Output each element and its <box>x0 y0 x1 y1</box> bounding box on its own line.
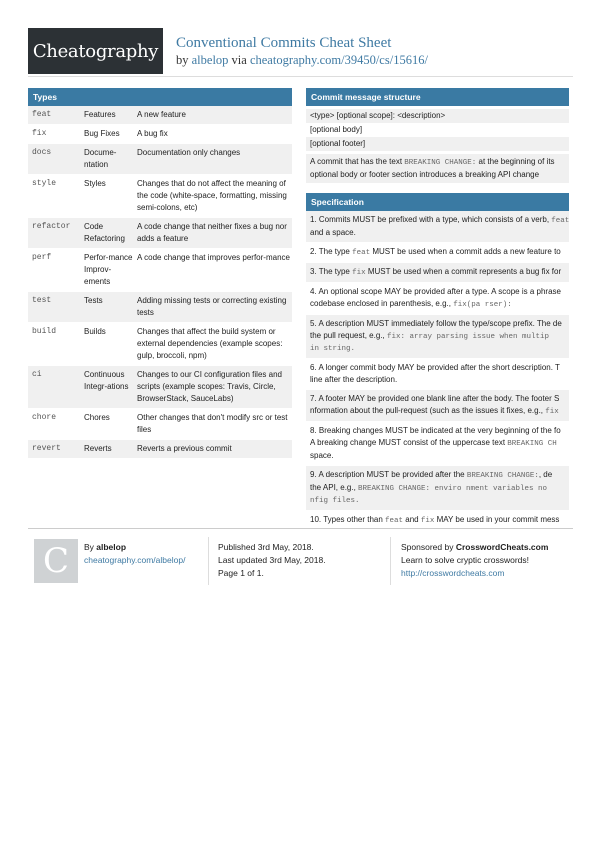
type-code: style <box>32 179 57 188</box>
type-code: feat <box>32 110 52 119</box>
spec-item-2 <box>306 243 569 263</box>
type-description: Documentation only changes <box>137 148 241 157</box>
spec-text: 4. An optional scope MAY be provided after a type. A scope is a phrase <box>310 287 561 296</box>
type-row-chore <box>28 409 292 440</box>
spec-text: MUST be used when a commit adds a new feature to <box>370 247 561 256</box>
spec-item-6 <box>306 359 569 390</box>
page-number: Page 1 of 1. <box>218 568 264 578</box>
type-code: perf <box>32 253 52 262</box>
note-code: BREAKING CHANGE: <box>404 159 477 167</box>
type-row-refactor <box>28 218 292 249</box>
type-description: Changes that affect the build system or external dependencies (example scopes: gulp, broccoli, npm) <box>137 327 283 360</box>
byline <box>176 53 428 68</box>
spec-text: 10. Types other than <box>310 515 386 524</box>
breaking-change-note <box>306 154 569 183</box>
type-description: Reverts a previous commit <box>137 444 232 453</box>
type-code: test <box>32 296 52 305</box>
type-code: ci <box>32 370 42 379</box>
spec-text: 7. A footer MAY be provided one blank line after the body. The footer S <box>310 394 560 403</box>
spec-code: BREAKING CHANGE: <box>466 472 539 480</box>
specification-heading: Specification <box>306 193 569 211</box>
type-description: Changes to our CI configuration files and scripts (example scopes: Travis, Circle, BrowserStack, SauceLabs) <box>137 370 282 403</box>
types-table <box>28 106 292 459</box>
commit-structure-heading: Commit message structure <box>306 88 569 106</box>
type-row-style <box>28 175 292 218</box>
type-code: refactor <box>32 222 71 231</box>
footer-author-block <box>84 541 185 567</box>
page-title: Conventional Commits Cheat Sheet <box>176 35 392 51</box>
sheet-url-link[interactable]: cheatography.com/39450/cs/15616/ <box>249 53 428 67</box>
type-code: revert <box>32 444 61 453</box>
by-prefix: by <box>176 53 192 67</box>
sponsor-link[interactable]: http://crosswordcheats.com <box>401 568 505 578</box>
spec-text: 3. The type <box>310 267 353 276</box>
types-section <box>28 88 292 459</box>
footer-divider <box>390 537 391 585</box>
spec-text: and <box>403 515 421 524</box>
spec-item-5 <box>306 315 569 359</box>
type-name: Bug Fixes <box>84 129 120 138</box>
published-date: Published 3rd May, 2018. <box>218 542 314 552</box>
spec-code: BREAKING CHANGE: enviro nment variables no <box>358 485 548 493</box>
type-name: Reverts <box>84 444 112 453</box>
spec-text: A breaking change MUST consist of the uppercase text <box>310 438 508 447</box>
footer-dates-block <box>218 541 326 580</box>
sponsor-tagline: Learn to solve cryptic crosswords! <box>401 555 530 565</box>
description-placeholder: <description> <box>397 111 446 120</box>
type-placeholder: <type> <box>310 111 335 120</box>
via-text: via <box>228 53 250 67</box>
spec-text: line after the description. <box>310 375 398 384</box>
spec-code: nfig files. <box>310 497 360 505</box>
type-row-ci <box>28 366 292 409</box>
specification-section <box>306 193 569 531</box>
spec-text: 9. A description MUST be provided after the <box>310 470 467 479</box>
type-row-test <box>28 292 292 323</box>
spec-code: feat <box>551 217 569 225</box>
page-footer <box>28 528 573 588</box>
author-avatar[interactable] <box>34 539 78 583</box>
type-name: Features <box>84 110 116 119</box>
type-row-revert <box>28 440 292 459</box>
by-label: By <box>84 542 97 552</box>
spec-text: and a space. <box>310 228 356 237</box>
avatar-letter: C <box>42 541 69 581</box>
type-row-perf <box>28 249 292 292</box>
author-link[interactable]: albelop <box>191 53 229 67</box>
type-description: A code change that neither fixes a bug nor adds a feature <box>137 222 287 243</box>
sponsor-label: Sponsored by <box>401 542 456 552</box>
spec-text: the pull request, e.g., <box>310 331 387 340</box>
spec-item-3 <box>306 263 569 283</box>
spec-text: 6. A longer commit body MAY be provided after the short description. T <box>310 363 560 372</box>
spec-item-8 <box>306 422 569 466</box>
cheatography-logo[interactable] <box>28 28 163 74</box>
header-divider <box>28 76 573 77</box>
type-name: Chores <box>84 413 110 422</box>
spec-code: fix <box>420 517 435 525</box>
spec-text: 1. Commits MUST be prefixed with a type, which consists of a verb, <box>310 215 552 224</box>
type-name: Tests <box>84 296 103 305</box>
type-name: Perfor-mance Improv-ements <box>84 253 133 286</box>
type-row-fix <box>28 125 292 144</box>
type-name: Continuous Integr-ations <box>84 370 129 391</box>
spec-code: in string. <box>310 345 356 353</box>
type-name: Code Refactoring <box>84 222 125 243</box>
type-description: A new feature <box>137 110 186 119</box>
spec-text: , de <box>538 470 553 479</box>
type-row-docs <box>28 144 292 175</box>
spec-text: 5. A description MUST immediately follow the type/scope prefix. The de <box>310 319 562 328</box>
type-description: A code change that improves perfor-mance <box>137 253 290 262</box>
spec-text: MUST be used when a commit represents a bug fix for <box>365 267 562 276</box>
logo-text: Cheatography <box>32 40 159 62</box>
types-heading: Types <box>28 88 292 106</box>
type-name: Styles <box>84 179 106 188</box>
structure-line-1 <box>306 109 569 123</box>
spec-code: feat <box>352 249 371 257</box>
updated-date: Last updated 3rd May, 2018. <box>218 555 326 565</box>
type-code: build <box>32 327 57 336</box>
spec-item-9 <box>306 466 569 511</box>
note-text-1: A commit that has the text <box>310 157 405 166</box>
type-row-build <box>28 323 292 366</box>
spec-text: 8. Breaking changes MUST be indicated at the very beginning of the fo <box>310 426 561 435</box>
spec-item-1 <box>306 211 569 243</box>
spec-code: fix <box>352 269 366 277</box>
type-description: Other changes that don't modify src or test files <box>137 413 288 434</box>
spec-text: space. <box>310 451 334 460</box>
spec-item-7 <box>306 390 569 422</box>
spec-text: MAY be used in your commit mess <box>434 515 560 524</box>
type-description: Changes that do not affect the meaning of the code (white-space, formatting, missing semi-colons, etc) <box>137 179 287 212</box>
spec-text: the API, e.g., <box>310 483 359 492</box>
structure-line-3: [optional footer] <box>306 137 569 151</box>
type-code: fix <box>32 129 47 138</box>
sponsor-name: CrosswordCheats.com <box>455 542 549 552</box>
spec-code: fix <box>545 408 559 416</box>
spec-item-4 <box>306 283 569 315</box>
type-code: docs <box>32 148 52 157</box>
type-name: Docume-ntation <box>84 148 117 169</box>
spec-code: fix: array parsing issue when multip <box>386 333 549 341</box>
spec-code: feat <box>385 517 404 525</box>
type-row-feat <box>28 106 292 125</box>
type-name: Builds <box>84 327 106 336</box>
right-column <box>306 88 569 531</box>
footer-author-link[interactable]: cheatography.com/albelop/ <box>84 555 186 565</box>
spec-code: BREAKING CH <box>507 440 557 448</box>
type-description: A bug fix <box>137 129 168 138</box>
scope-placeholder: [optional scope]: <box>336 111 398 120</box>
page-header <box>28 28 573 76</box>
spec-text: nformation about the pull-request (such as the issues it fixes, e.g., <box>310 406 546 415</box>
footer-author-name: albelop <box>96 542 127 552</box>
spec-text: 2. The type <box>310 247 353 256</box>
footer-divider <box>208 537 209 585</box>
footer-sponsor-block <box>401 541 548 580</box>
spec-text: codebase enclosed in parenthesis, e.g., <box>310 299 454 308</box>
type-description: Adding missing tests or correcting existing tests <box>137 296 287 317</box>
type-code: chore <box>32 413 57 422</box>
commit-structure-section <box>306 88 569 183</box>
spec-code: fix(pa rser): <box>453 301 512 309</box>
note-text-2: at the beginning of its optional body or footer section introduces a breaking API change <box>310 157 555 179</box>
structure-line-2: [optional body] <box>306 123 569 137</box>
